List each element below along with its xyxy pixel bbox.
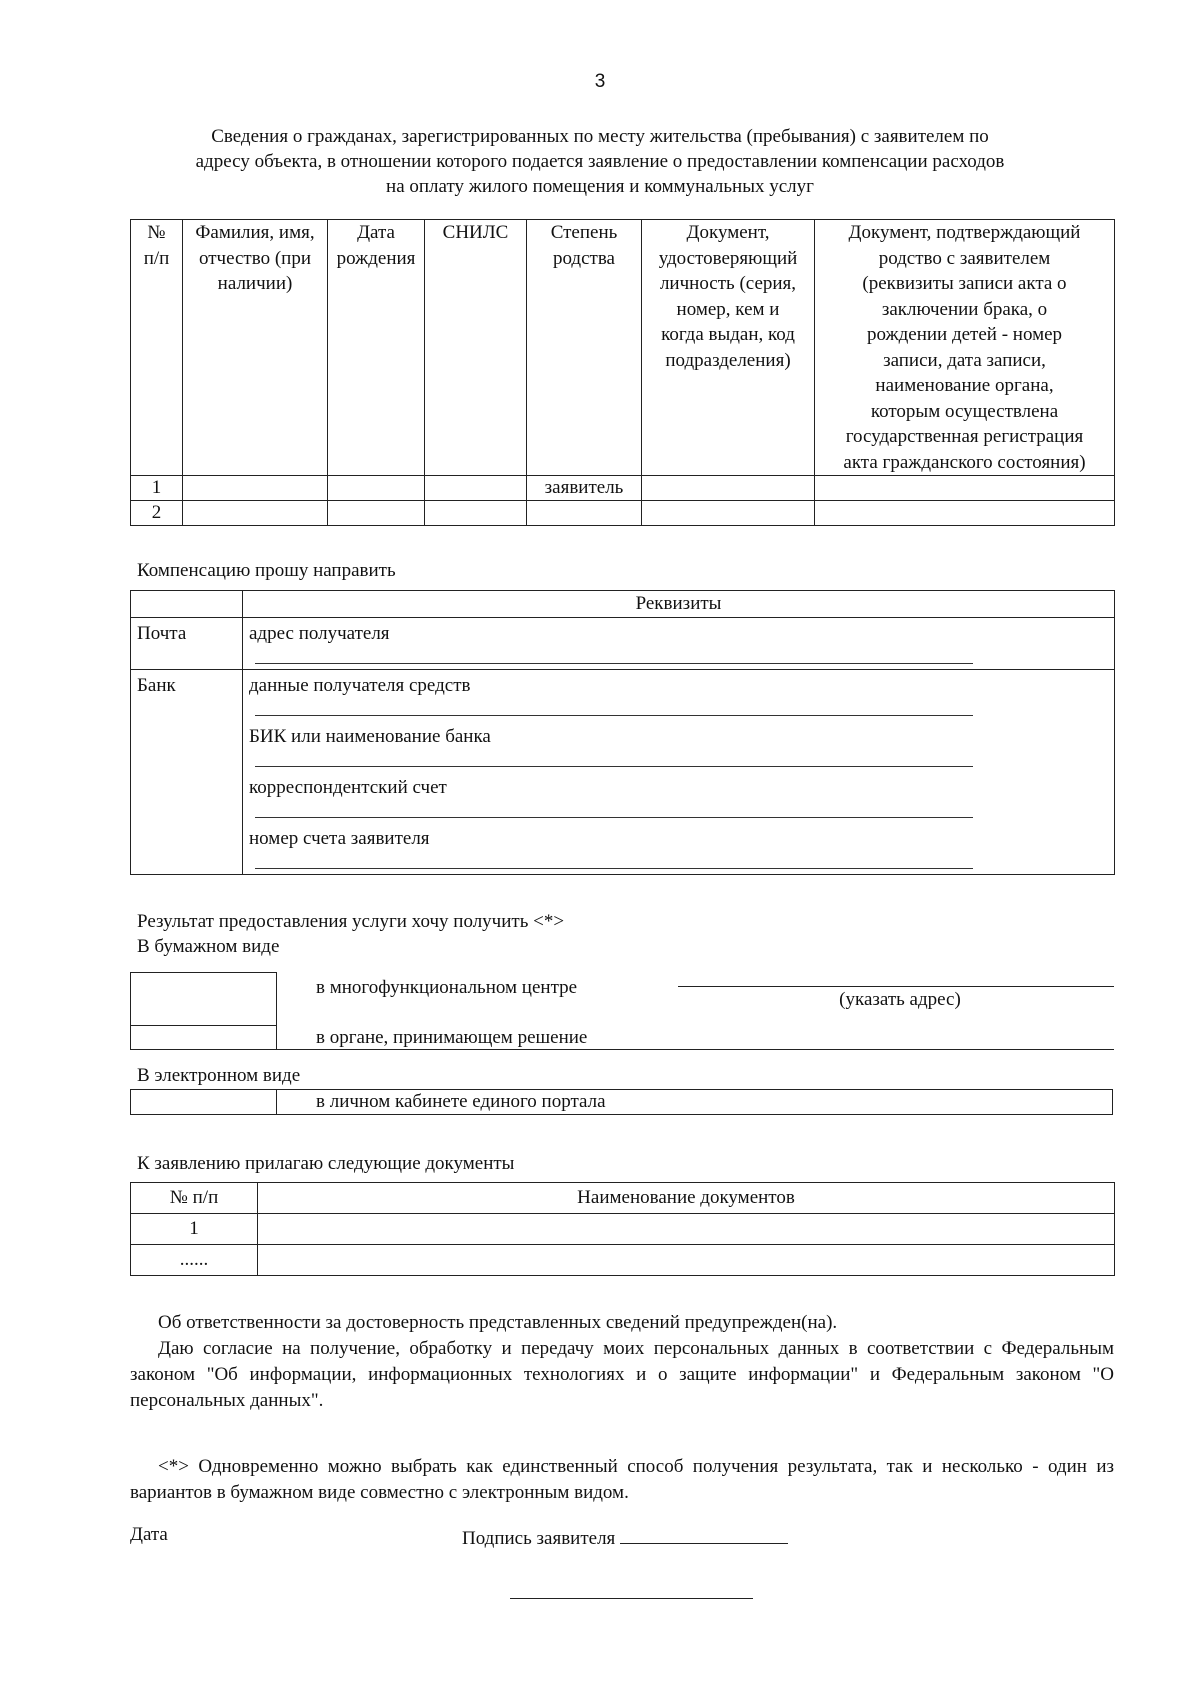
page-number: 3 — [594, 71, 606, 92]
bank-label: Банк — [131, 670, 243, 875]
account-number-field[interactable] — [249, 823, 1108, 874]
post-fields — [243, 618, 1115, 670]
header-cell-kinship-doc: Документ, подтверждающий родство с заявителем (реквизиты записи акта о заключении брака, о рождении детей - номер записи, дата записи, наименование органа, которым осуществлена государственная регистрация акта гражданского состояния) — [815, 220, 1115, 476]
requisites-header-row — [131, 591, 1115, 618]
field-label: корреспондентский счет — [249, 777, 447, 798]
footnote: <*> Одновременно можно выбрать как единственный способ получения результата, так и несколько - один из вариантов в бумажном виде совместно с электронным видом. — [130, 1456, 1114, 1503]
attached-documents-table — [130, 1182, 1115, 1276]
header-cell-birthdate: Дата рождения — [328, 220, 425, 476]
bank-row — [131, 670, 1115, 875]
requisites-header-empty — [131, 591, 243, 618]
mfc-checkbox[interactable] — [130, 972, 277, 1026]
table-row — [131, 1245, 1115, 1276]
table-header-row — [131, 1183, 1115, 1214]
post-row — [131, 618, 1115, 670]
input-line[interactable] — [255, 715, 973, 716]
field-label: данные получателя средств — [249, 675, 471, 696]
table-cell[interactable] — [642, 501, 815, 526]
field-label: адрес получателя — [249, 623, 390, 644]
header-cell-snils: СНИЛС — [425, 220, 527, 476]
registered-citizens-table — [130, 219, 1115, 526]
table-cell[interactable] — [815, 476, 1115, 501]
responsibility-statement: Об ответственности за достоверность представленных сведений предупрежден(на). — [158, 1312, 838, 1333]
table-cell[interactable] — [642, 476, 815, 501]
authority-checkbox[interactable] — [130, 1025, 277, 1050]
bik-field[interactable] — [249, 721, 1108, 772]
recipient-address-field[interactable] — [249, 618, 1108, 669]
date-label: Дата — [130, 1524, 168, 1545]
input-line[interactable] — [255, 868, 973, 869]
table-row — [131, 476, 1115, 501]
heading-line: Сведения о гражданах, зарегистрированных по месту жительства (пребывания) с заявителем по — [211, 126, 989, 147]
table-cell[interactable] — [328, 476, 425, 501]
table-cell: 1 — [131, 476, 183, 501]
portal-checkbox[interactable] — [130, 1089, 277, 1115]
table-cell[interactable] — [425, 476, 527, 501]
header-cell-number: № п/п — [131, 220, 183, 476]
header-cell-kinship: Степень родства — [527, 220, 642, 476]
documents-label: К заявлению прилагаю следующие документы — [137, 1153, 515, 1174]
input-line[interactable] — [255, 663, 973, 664]
bottom-separator — [510, 1598, 753, 1599]
paper-label: В бумажном виде — [137, 936, 280, 957]
compensation-requisites-table — [130, 590, 1115, 875]
header-cell-doc-name: Наименование документов — [258, 1183, 1115, 1214]
result-label: Результат предоставления услуги хочу получить <*> — [137, 911, 565, 932]
requisites-header: Реквизиты — [243, 591, 1115, 618]
signature-line[interactable] — [620, 1523, 788, 1544]
table-cell[interactable] — [258, 1214, 1115, 1245]
table-row — [131, 1214, 1115, 1245]
table-cell: ...... — [131, 1245, 258, 1276]
table-cell[interactable] — [183, 501, 328, 526]
table-row — [131, 501, 1115, 526]
header-cell-number: № п/п — [131, 1183, 258, 1214]
compensation-label: Компенсацию прошу направить — [137, 560, 396, 581]
option-mfc: в многофункциональном центре — [316, 977, 578, 998]
bank-fields — [243, 670, 1115, 875]
option-authority: в органе, принимающем решение — [316, 1027, 588, 1048]
electronic-options-block — [130, 1089, 1114, 1114]
table-cell[interactable] — [815, 501, 1115, 526]
table-cell: заявитель — [527, 476, 642, 501]
table-cell: 2 — [131, 501, 183, 526]
heading-line: адресу объекта, в отношении которого подается заявление о предоставлении компенсации расходов — [195, 151, 1005, 172]
address-line[interactable] — [678, 986, 1114, 987]
input-line[interactable] — [255, 817, 973, 818]
field-label: БИК или наименование банка — [249, 726, 491, 747]
table-cell[interactable] — [258, 1245, 1115, 1276]
table-cell[interactable] — [425, 501, 527, 526]
header-cell-fullname: Фамилия, имя, отчество (при наличии) — [183, 220, 328, 476]
table-header-row — [131, 220, 1115, 476]
heading-line: на оплату жилого помещения и коммунальных услуг — [386, 176, 814, 197]
signature-block — [462, 1523, 788, 1550]
corr-account-field[interactable] — [249, 772, 1108, 823]
header-cell-identity-doc: Документ, удостоверяющий личность (серия, номер, кем и когда выдан, код подразделения) — [642, 220, 815, 476]
field-label: номер счета заявителя — [249, 828, 430, 849]
option-portal: в личном кабинете единого портала — [316, 1091, 606, 1112]
table-cell[interactable] — [183, 476, 328, 501]
post-label: Почта — [131, 618, 243, 670]
paper-bottom-line — [275, 1049, 1114, 1050]
signature-label: Подпись заявителя — [462, 1528, 616, 1549]
consent-statement: Даю согласие на получение, обработку и передачу моих персональных данных в соответствии с Федеральным законом "Об информации, информационных технологиях и о защите информации" и Федеральным законом "О персональных данных". — [130, 1338, 1114, 1411]
recipient-data-field[interactable] — [249, 670, 1108, 721]
table-cell: 1 — [131, 1214, 258, 1245]
table-cell[interactable] — [328, 501, 425, 526]
address-hint: (указать адрес) — [839, 989, 961, 1010]
electronic-label: В электронном виде — [137, 1065, 301, 1086]
input-line[interactable] — [255, 766, 973, 767]
section-heading — [140, 124, 1060, 199]
table-cell[interactable] — [527, 501, 642, 526]
paper-options-block — [130, 972, 1114, 1050]
